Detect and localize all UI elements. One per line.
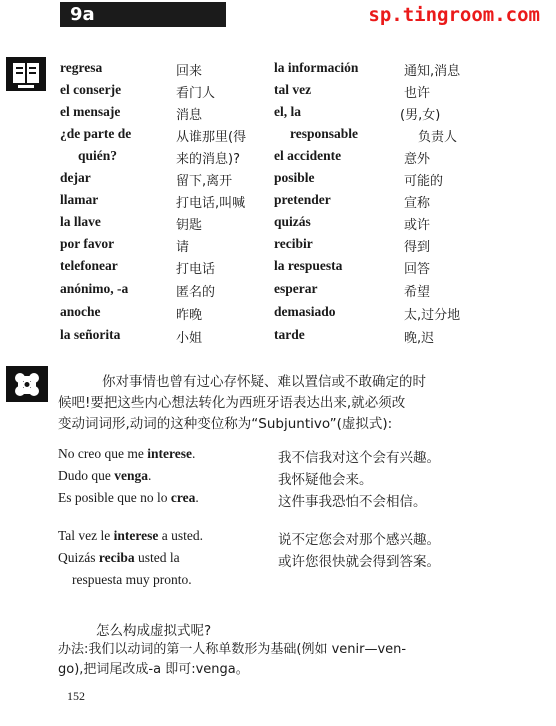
method-line: go),把词尾改成-a 即可:venga。 [58, 662, 249, 677]
intro-line-text: 你对事情也曾有过心存怀疑、难以置信或不敢确定的时 [102, 374, 426, 390]
vocab-word: responsable [290, 126, 359, 141]
vocab-translation: 回来 [176, 64, 203, 79]
example-zh: 这件事我恐怕不会相信。 [278, 494, 427, 510]
vocab-translation: 希望 [404, 285, 431, 300]
vocab-translation: 宣称 [404, 196, 431, 211]
example-es: Tal vez le interese a usted. [58, 528, 204, 543]
example-es: Quizás reciba usted la [58, 550, 180, 565]
vocab-translation: 或许 [404, 218, 431, 233]
intro-line: 变动词词形,动词的这种变位称为“Subjuntivo”(虚拟式): [58, 416, 393, 432]
vocab-word: el mensaje [60, 104, 121, 119]
vocab-word: anónimo, -a [60, 281, 129, 296]
vocab-word: anoche [60, 304, 101, 319]
vocab-translation: (男,女) [400, 108, 441, 123]
vocab-translation: 看门人 [176, 86, 216, 101]
intro-line [58, 372, 488, 393]
intro-paragraph [58, 372, 488, 435]
vocab-translation: 消息 [176, 108, 203, 123]
site-watermark: sp.tingroom.com [368, 4, 540, 26]
example-zh: 我怀疑他会来。 [278, 472, 373, 488]
vocab-translation: 太,过分地 [404, 308, 461, 323]
example-es: Dudo que venga. [58, 468, 152, 483]
vocab-word: el conserje [60, 82, 122, 97]
vocab-word: tal vez [274, 82, 312, 97]
lesson-tab [60, 2, 226, 27]
vocab-translation: 意外 [404, 152, 431, 167]
vocab-word: llamar [60, 192, 99, 207]
vocab-translation: 小姐 [176, 331, 203, 346]
section-question: 怎么构成虚拟式呢? [96, 623, 212, 639]
example-es: respuesta muy pronto. [72, 572, 192, 587]
vocab-translation: 打电话,叫喊 [176, 196, 246, 211]
example-zh: 或许您很快就会得到答案。 [278, 554, 440, 570]
vocab-word: regresa [60, 60, 103, 75]
method-line: 办法:我们以动词的第一人称单数形为基础(例如 venir—ven- [58, 642, 407, 657]
vocab-word: posible [274, 170, 315, 185]
vocab-translation: 通知,消息 [404, 64, 461, 79]
vocab-word: pretender [274, 192, 331, 207]
vocab-translation: 请 [176, 240, 190, 255]
vocab-translation: 打电话 [176, 262, 216, 277]
vocab-word: ¿de parte de [60, 126, 132, 141]
vocab-word: la respuesta [274, 258, 343, 273]
vocab-translation: 留下,离开 [176, 174, 233, 189]
vocab-translation: 匿名的 [176, 285, 216, 300]
vocab-translation: 来的消息)? [176, 152, 240, 167]
intro-line: 候吧!要把这些内心想法转化为西班牙语表达出来,就必须改 [58, 395, 406, 411]
vocab-word: la llave [60, 214, 101, 229]
vocab-word: quién? [78, 148, 118, 163]
lesson-number: 9a [70, 4, 95, 25]
vocab-translation: 回答 [404, 262, 431, 277]
vocab-translation: 钥匙 [176, 218, 203, 233]
vocab-word: quizás [274, 214, 311, 229]
vocab-translation: 从谁那里(得 [176, 130, 247, 145]
vocab-word: demasiado [274, 304, 336, 319]
method-paragraph [58, 640, 468, 680]
example-zh: 说不定您会对那个感兴趣。 [278, 532, 440, 548]
vocab-translation: 晚,迟 [404, 331, 435, 346]
vocab-word: la señorita [60, 327, 121, 342]
page-number: 152 [67, 689, 85, 703]
vocab-translation: 昨晚 [176, 308, 203, 323]
vocab-word: por favor [60, 236, 115, 251]
vocab-word: tarde [274, 327, 305, 342]
vocab-word: esperar [274, 281, 318, 296]
example-es: Es posible que no lo crea. [58, 490, 199, 505]
book-icon [6, 57, 46, 91]
vocab-word: el accidente [274, 148, 342, 163]
vocab-word: dejar [60, 170, 91, 185]
vocab-translation: 可能的 [404, 174, 444, 189]
example-zh: 我不信我对这个会有兴趣。 [278, 450, 440, 466]
vocab-translation: 得到 [404, 240, 431, 255]
vocab-word: la información [274, 60, 359, 75]
example-es: No creo que me interese. [58, 446, 196, 461]
puzzle-icon [6, 366, 48, 402]
vocab-word: el, la [274, 104, 301, 119]
vocab-translation: 也许 [404, 86, 431, 101]
vocab-word: recibir [274, 236, 313, 251]
vocab-word: telefonear [60, 258, 118, 273]
vocab-translation: 负责人 [418, 130, 458, 145]
